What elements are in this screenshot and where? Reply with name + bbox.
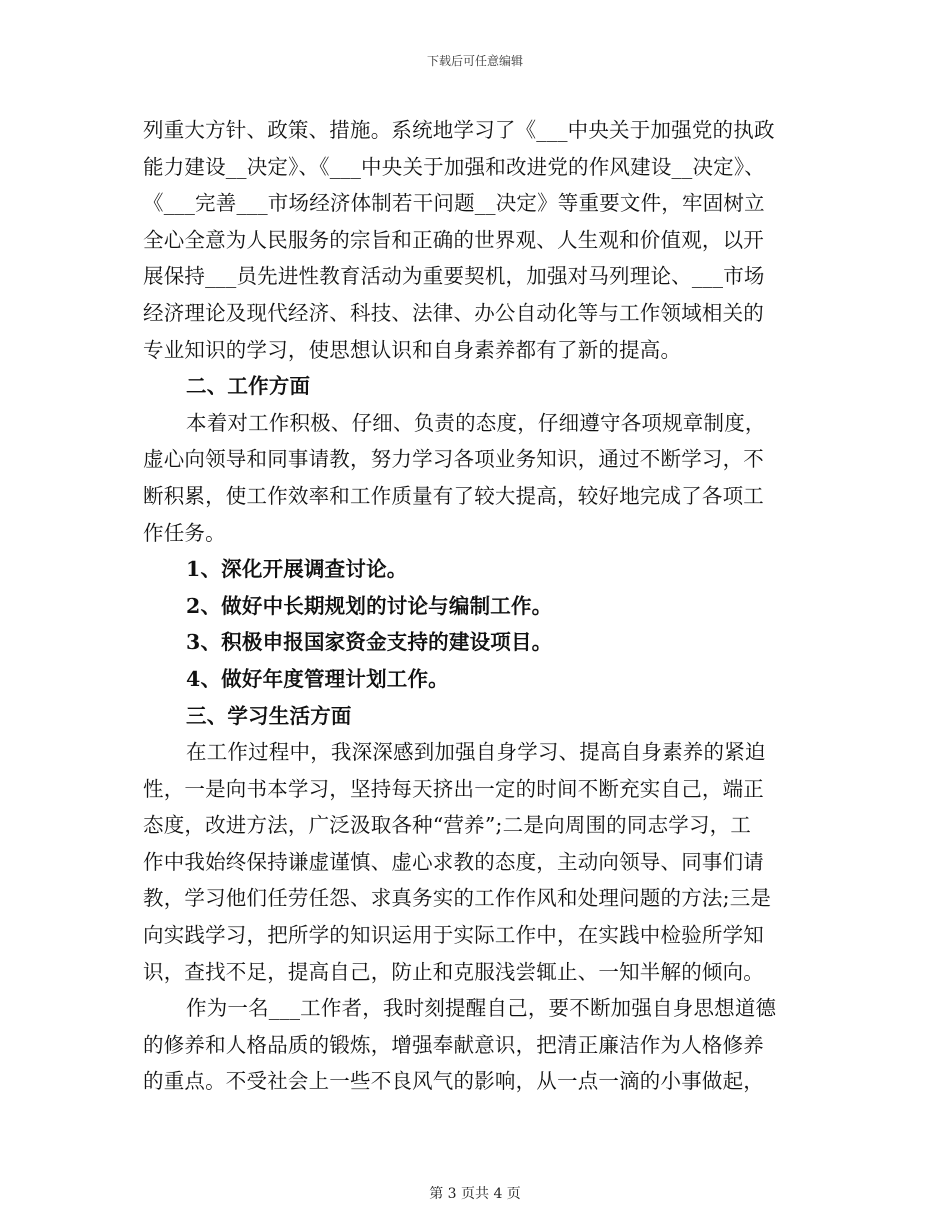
text-line: 的修养和人格品质的锻炼，增强奉献意识，把清正廉洁作为人格修养 — [143, 1032, 764, 1057]
text-line: 教，学习他们任劳任怨、求真务实的工作作风和处理问题的方法;三是 — [143, 886, 772, 911]
document-body — [143, 112, 815, 1100]
text-line: 断积累，使工作效率和工作质量有了较大提高，较好地完成了各项工 — [143, 483, 764, 508]
section-heading-work: 二、工作方面 — [186, 374, 311, 399]
text-line: 经济理论及现代经济、科技、法律、办公自动化等与工作领域相关的 — [143, 300, 764, 325]
text-line: 识，查找不足，提高自己，防止和克服浅尝辄止、一知半解的倾向。 — [143, 959, 764, 984]
text-line: 虚心向领导和同事请教，努力学习各项业务知识，通过不断学习，不 — [143, 447, 764, 472]
text-line: 态度，改进方法，广泛汲取各种“营养”;二是向周围的同志学习，工 — [143, 813, 752, 838]
paragraph-first-line: 在工作过程中，我深深感到加强自身学习、提高自身素养的紧迫 — [186, 740, 766, 765]
paragraph-first-line: 作为一名___工作者，我时刻提醒自己，要不断加强自身思想道德 — [186, 996, 777, 1021]
list-item: 2、做好中长期规划的讨论与编制工作。 — [186, 593, 553, 618]
list-item: 1、深化开展调查讨论。 — [186, 557, 408, 582]
text-line: 作中我始终保持谦虚谨慎、虚心求教的态度，主动向领导、同事们请 — [143, 849, 764, 874]
list-item: 3、积极申报国家资金支持的建设项目。 — [186, 630, 553, 655]
text-line: 全心全意为人民服务的宗旨和正确的世界观、人生观和价值观，以开 — [143, 227, 764, 252]
text-line: 向实践学习，把所学的知识运用于实际工作中，在实践中检验所学知 — [143, 923, 764, 948]
text-line: 性，一是向书本学习，坚持每天挤出一定的时间不断充实自己，端正 — [143, 776, 764, 801]
list-item: 4、做好年度管理计划工作。 — [186, 666, 449, 691]
page-footer: 第 3 页共 4 页 — [429, 1186, 521, 1202]
text-line: 展保持___员先进性教育活动为重要契机，加强对马列理论、___市场 — [143, 264, 765, 289]
text-line: 专业知识的学习，使思想认识和自身素养都有了新的提高。 — [143, 337, 682, 362]
paragraph-first-line: 本着对工作积极、仔细、负责的态度，仔细遵守各项规章制度， — [186, 410, 766, 435]
text-line: 《___完善___市场经济体制若干问题__决定》等重要文件，牢固树立 — [143, 191, 765, 216]
text-line: 能力建设__决定》、《___中央关于加强和改进党的作风建设__决定》、 — [143, 154, 765, 179]
text-line: 作任务。 — [143, 520, 226, 545]
page-header: 下载后可任意编辑 — [426, 54, 523, 68]
text-line: 列重大方针、政策、措施。系统地学习了《___中央关于加强党的执政 — [143, 118, 775, 142]
section-heading-study-life: 三、学习生活方面 — [186, 703, 352, 728]
text-line: 的重点。不受社会上一些不良风气的影响，从一点一滴的小事做起， — [143, 1069, 764, 1094]
